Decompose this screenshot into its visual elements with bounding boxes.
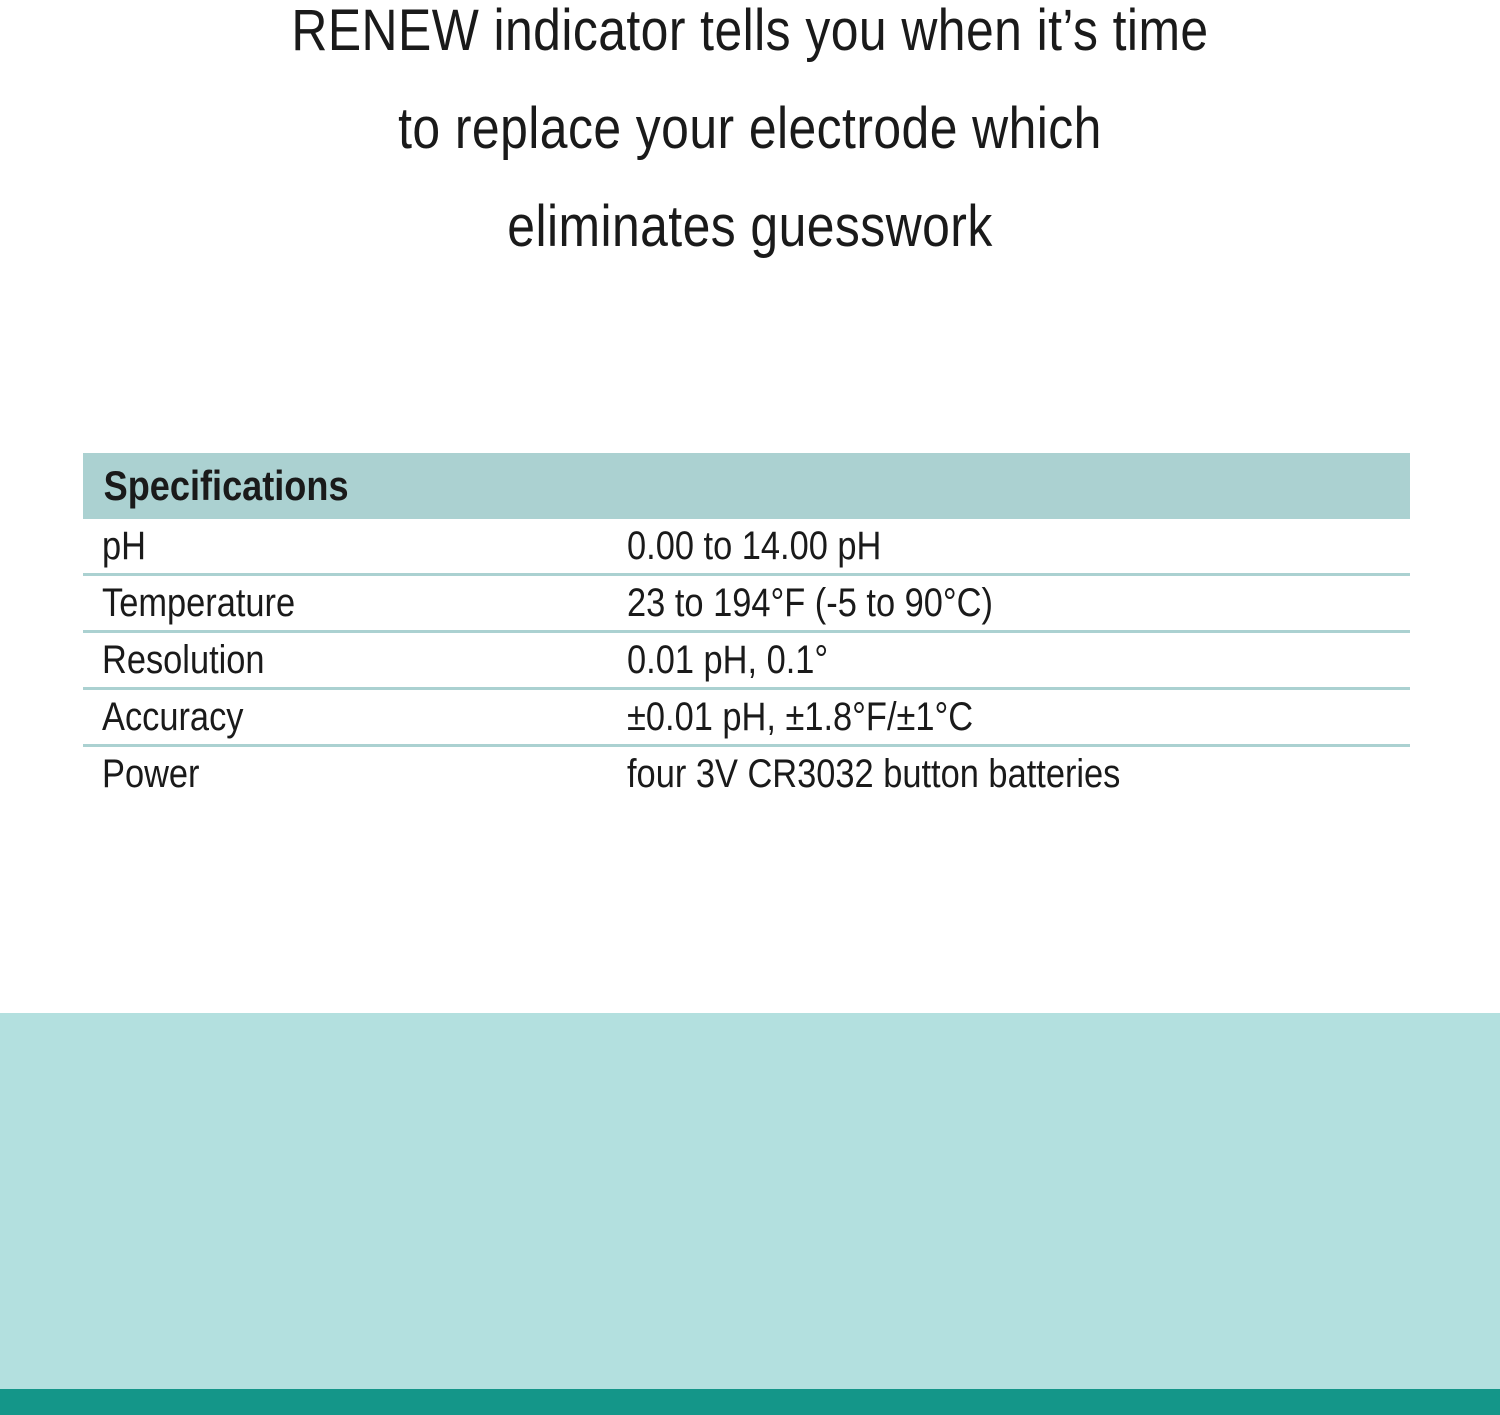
spec-label-accuracy: Accuracy <box>102 695 244 739</box>
spec-value-ph: 0.00 to 14.00 pH <box>627 524 882 568</box>
table-row <box>83 747 1410 801</box>
spec-value-power: four 3V CR3032 button batteries <box>627 752 1121 796</box>
spec-label-temperature: Temperature <box>102 581 296 625</box>
headline-line-1: RENEW indicator tells you when it’s time <box>291 0 1209 63</box>
spec-label-ph: pH <box>102 524 146 568</box>
footer-band <box>0 1013 1500 1389</box>
specifications-header <box>83 453 1410 519</box>
spec-value-resolution: 0.01 pH, 0.1° <box>627 638 829 682</box>
headline-line-3: eliminates guesswork <box>507 194 993 259</box>
table-row <box>83 576 1410 633</box>
table-row <box>83 633 1410 690</box>
specifications-table <box>83 453 1410 801</box>
specifications-title: Specifications <box>103 462 349 509</box>
headline-line-2: to replace your electrode which <box>398 96 1102 161</box>
spec-value-temperature: 23 to 194°F (-5 to 90°C) <box>627 581 993 625</box>
table-row <box>83 690 1410 747</box>
spec-label-power: Power <box>102 752 200 796</box>
spec-value-accuracy: ±0.01 pH, ±1.8°F/±1°C <box>627 695 974 739</box>
footer-strip <box>0 1389 1500 1415</box>
spec-label-resolution: Resolution <box>102 638 265 682</box>
headline <box>105 0 1395 276</box>
table-row <box>83 519 1410 576</box>
